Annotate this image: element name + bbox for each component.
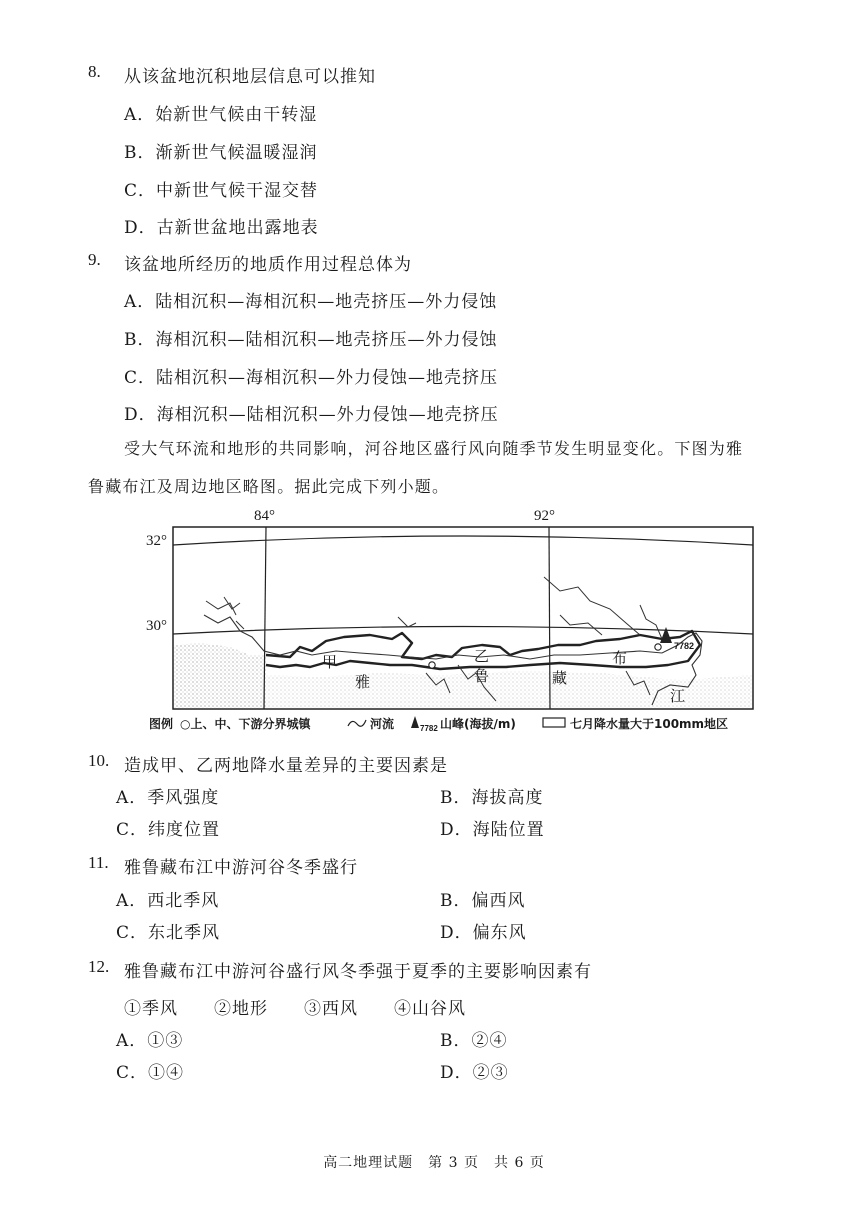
q8-stem: 从该盆地沉积地层信息可以推知	[124, 67, 376, 87]
lon-label-84: 84°	[254, 508, 275, 524]
q9-option-a: A．陆相沉积—海相沉积—地壳挤压—外力侵蚀	[124, 292, 498, 312]
q12-stem: 雅鲁藏布江中游河谷盛行风冬季强于夏季的主要影响因素有	[124, 962, 592, 982]
label-yi: 乙	[474, 647, 490, 665]
tributary-6	[640, 605, 662, 639]
q11-option-a: A．西北季风	[116, 891, 220, 911]
legend-river-icon	[346, 716, 368, 730]
q8-option-a: A．始新世气候由干转湿	[124, 105, 318, 125]
tributary-10	[398, 617, 416, 627]
q8-option-d: D．古新世盆地出露地表	[124, 218, 319, 238]
q9-stem: 该盆地所经历的地质作用过程总体为	[124, 255, 412, 275]
q10-number: 10.	[88, 751, 110, 770]
q10-option-c: C．纬度位置	[116, 820, 221, 840]
q12-option-b: B．②④	[440, 1031, 508, 1051]
peak-marker	[660, 627, 672, 643]
q11-option-d: D．偏东风	[440, 923, 527, 943]
lon-label-92: 92°	[534, 508, 555, 524]
label-jiang: 江	[670, 687, 686, 705]
q10-option-d: D．海陆位置	[440, 820, 545, 840]
page-footer: 高二地理试题 第 3 页 共 6 页	[323, 1155, 545, 1171]
yarlung-map	[140, 505, 760, 735]
legend-peak: 山峰(海拔/m)	[440, 717, 516, 731]
map-svg	[140, 505, 760, 735]
legend-peak-icon	[410, 715, 420, 729]
q11-option-c: C．东北季风	[116, 923, 221, 943]
peak-label: 7782	[674, 641, 695, 651]
q11-stem: 雅鲁藏布江中游河谷冬季盛行	[124, 858, 358, 878]
q9-option-d: D．海相沉积—陆相沉积—外力侵蚀—地壳挤压	[124, 405, 499, 425]
legend-rain: 七月降水量大于100mm地区	[570, 717, 729, 731]
q10-option-a: A．季风强度	[116, 788, 220, 808]
q9-option-b: B．海相沉积—陆相沉积—地壳挤压—外力侵蚀	[124, 330, 498, 350]
label-lu: 鲁	[474, 667, 490, 685]
town-marker-1	[429, 662, 435, 668]
q9-option-c: C．陆相沉积—海相沉积—外力侵蚀—地壳挤压	[124, 368, 499, 388]
q8-option-b: B．渐新世气候温暖湿润	[124, 143, 318, 163]
legend-city: ○上、中、下游分界城镇	[180, 717, 311, 731]
label-jia: 甲	[322, 653, 338, 671]
q12-option-a: A．①③	[116, 1031, 184, 1051]
intro-line-2: 鲁藏布江及周边地区略图。据此完成下列小题。	[88, 477, 450, 496]
tributary-5	[560, 615, 602, 635]
q12-number: 12.	[88, 957, 110, 976]
intro-line-1: 受大气环流和地形的共同影响，河谷地区盛行风向随季节发生明显变化。下图为雅	[124, 439, 744, 458]
q10-option-b: B．海拔高度	[440, 788, 544, 808]
label-zang: 藏	[552, 669, 568, 687]
legend-title: 图例	[149, 717, 174, 731]
q12-option-c: C．①④	[116, 1063, 185, 1083]
q9-number: 9.	[88, 250, 101, 269]
town-marker-2	[655, 644, 661, 650]
lat-label-32: 32°	[146, 533, 167, 549]
q8-option-c: C．中新世气候干湿交替	[124, 181, 319, 201]
q8-number: 8.	[88, 62, 101, 81]
legend-rain-icon	[542, 717, 566, 729]
q11-option-b: B．偏西风	[440, 891, 526, 911]
q12-choices: ①季风 ②地形 ③西风 ④山谷风	[124, 999, 466, 1019]
legend-river: 河流	[370, 717, 395, 731]
lat-line-32	[173, 536, 753, 545]
label-bu: 布	[612, 649, 628, 667]
label-ya: 雅	[355, 673, 371, 691]
lat-label-30: 30°	[146, 618, 167, 634]
q10-stem: 造成甲、乙两地降水量差异的主要因素是	[124, 756, 448, 776]
q11-number: 11.	[88, 853, 109, 872]
legend-peak-value: 7782	[420, 724, 438, 733]
rain-shade-west	[174, 643, 266, 708]
q12-option-d: D．②③	[440, 1063, 509, 1083]
